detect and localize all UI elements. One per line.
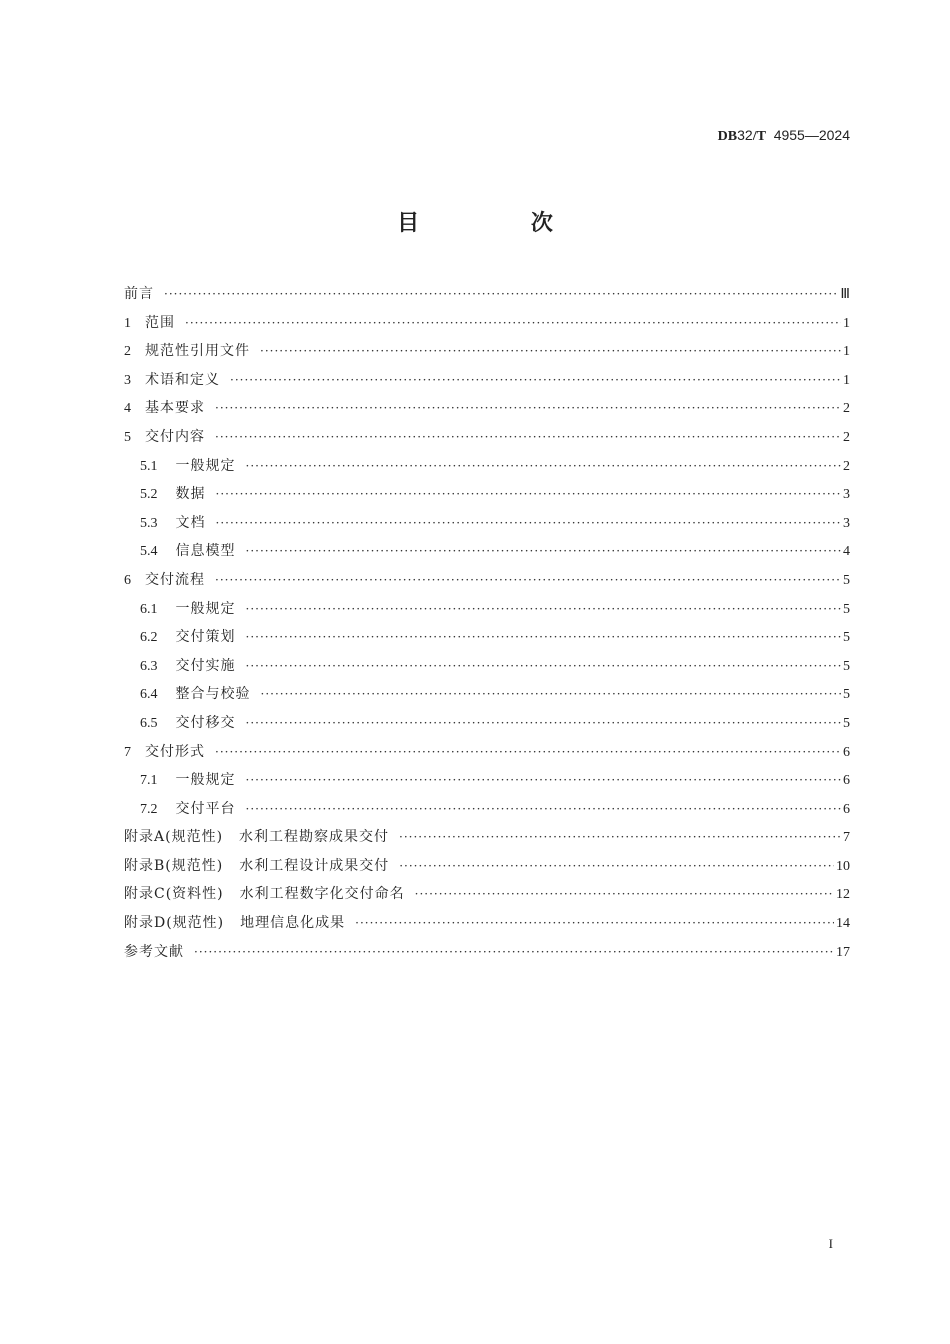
toc-leader-dots (246, 716, 842, 730)
toc-entry-label: 术语和定义 (145, 371, 220, 388)
toc-entry-page: 3 (843, 515, 850, 531)
toc-entry-number: 6.3 (140, 658, 158, 674)
toc-entry-page: 14 (836, 916, 850, 932)
toc-entry-number: 5 (124, 429, 131, 445)
toc-entry[interactable] (124, 626, 850, 655)
toc-entry-number: 7 (124, 744, 131, 760)
toc-entry-number: 5.3 (140, 515, 158, 531)
toc-entry-page: 12 (836, 887, 850, 903)
toc-entry-number: 1 (124, 315, 131, 331)
toc-entry-page: 4 (843, 544, 850, 560)
toc-title: 目 次 (397, 211, 605, 236)
toc-entry[interactable] (124, 683, 850, 712)
toc-entry-page: 6 (843, 801, 850, 817)
toc-leader-dots (246, 602, 842, 616)
toc-entry-label: 附录D(规范性) (124, 915, 225, 932)
toc-entry[interactable] (124, 741, 850, 770)
toc-entry-label: 一般规定 (175, 600, 236, 617)
toc-leader-dots (164, 287, 838, 301)
toc-entry-page: 2 (843, 458, 850, 474)
toc-entry-label: 交付形式 (145, 743, 205, 760)
toc-leader-dots (260, 344, 841, 358)
toc-entry-number: 6 (124, 572, 131, 588)
standard-code (718, 127, 850, 145)
toc-leader-dots (230, 373, 841, 387)
toc-leader-dots (185, 316, 841, 330)
toc-entry-label: 参考文献 (124, 943, 184, 960)
toc-leader-dots (399, 859, 834, 873)
toc-entry[interactable] (124, 712, 850, 741)
toc-entry[interactable] (124, 826, 850, 855)
toc-entry-page: 7 (843, 830, 850, 846)
toc-entry[interactable] (124, 598, 850, 627)
toc-entry[interactable] (124, 798, 850, 827)
toc-leader-dots (355, 916, 834, 930)
toc-entry-number: 5.1 (140, 458, 158, 474)
toc-entry-number: 6.1 (140, 601, 158, 617)
toc-entry-appendix-title: 水利工程设计成果交付 (239, 857, 390, 874)
toc-entry-page: 5 (843, 630, 850, 646)
toc-entry[interactable] (124, 397, 850, 426)
footer-page-number: I (828, 1236, 833, 1251)
toc-entry-page: 5 (843, 687, 850, 703)
toc-leader-dots (216, 516, 842, 530)
toc-entry-page: 5 (843, 715, 850, 731)
toc-entry[interactable] (124, 855, 850, 884)
toc-entry-label: 交付内容 (145, 428, 205, 445)
toc-leader-dots (215, 573, 841, 587)
toc-entry[interactable] (124, 655, 850, 684)
toc-entry[interactable] (124, 340, 850, 369)
toc-entry-label: 一般规定 (175, 457, 236, 474)
toc-entry-label: 附录A(规范性) (124, 829, 224, 846)
toc-entry-page: Ⅲ (840, 287, 850, 302)
toc-entry-label: 交付策划 (175, 629, 236, 646)
toc-entry-appendix-title: 水利工程勘察成果交付 (239, 829, 390, 846)
standard-code-rest: 4955—2024 (773, 127, 850, 143)
toc-entry[interactable] (124, 941, 850, 970)
toc-entry-label: 信息模型 (175, 543, 236, 560)
toc-leader-dots (215, 430, 841, 444)
toc-entry-number: 3 (124, 372, 131, 388)
toc-entry-number: 6.2 (140, 630, 158, 646)
toc-entry-page: 5 (843, 601, 850, 617)
toc-leader-dots (216, 487, 842, 501)
toc-entry-page: 6 (843, 744, 850, 760)
toc-entry-number: 6.5 (140, 715, 158, 731)
toc-entry-page: 5 (843, 572, 850, 588)
toc-leader-dots (215, 401, 841, 415)
toc-entry[interactable] (124, 540, 850, 569)
standard-code-suffix: /T (752, 129, 766, 144)
toc-entry-appendix-title: 水利工程数字化交付命名 (239, 886, 405, 903)
toc-entry-label: 交付流程 (145, 571, 205, 588)
toc-entry-page: 5 (843, 658, 850, 674)
toc-entry-page: 6 (843, 773, 850, 789)
toc-leader-dots (246, 630, 842, 644)
toc-entry[interactable] (124, 769, 850, 798)
toc-entry-label: 附录B(规范性) (124, 857, 224, 874)
toc-entry[interactable] (124, 283, 850, 312)
toc-leader-dots (246, 544, 842, 558)
toc-entry[interactable] (124, 512, 850, 541)
toc-leader-dots (261, 687, 842, 701)
toc-entry-label: 文档 (175, 514, 206, 531)
toc-entry-label: 前言 (124, 286, 154, 302)
toc-entry-page: 1 (843, 315, 850, 331)
standard-code-prefix: DB (717, 129, 738, 144)
toc-entry[interactable] (124, 369, 850, 398)
toc-entry-label: 规范性引用文件 (145, 343, 250, 360)
toc-entry-page: 2 (843, 401, 850, 417)
toc-entry-page: 17 (836, 944, 850, 960)
toc-leader-dots (246, 459, 842, 473)
toc-entry[interactable] (124, 569, 850, 598)
toc-entry-number: 5.4 (140, 544, 158, 560)
toc-entry[interactable] (124, 883, 850, 912)
toc-entry-page: 1 (843, 344, 850, 360)
standard-code-number: 32 (737, 127, 753, 143)
toc-entry-appendix-title: 地理信息化成果 (240, 915, 346, 932)
toc-entry-label: 附录C(资料性) (124, 886, 224, 903)
toc-leader-dots (194, 945, 834, 959)
toc-leader-dots (415, 887, 834, 901)
table-of-contents (124, 283, 850, 969)
toc-entry-page: 2 (843, 429, 850, 445)
toc-entry[interactable] (124, 483, 850, 512)
toc-entry[interactable] (124, 912, 850, 941)
toc-entry-label: 数据 (175, 486, 206, 503)
toc-entry[interactable] (124, 312, 850, 341)
toc-entry-label: 整合与校验 (175, 686, 251, 703)
toc-entry-label: 交付移交 (175, 714, 236, 731)
toc-leader-dots (246, 773, 842, 787)
toc-entry-number: 7.1 (140, 773, 158, 789)
toc-entry-label: 一般规定 (175, 772, 236, 789)
toc-entry-number: 5.2 (140, 487, 158, 503)
toc-leader-dots (246, 802, 842, 816)
toc-entry-number: 2 (124, 344, 131, 360)
toc-leader-dots (246, 659, 842, 673)
toc-entry-page: 10 (836, 858, 850, 874)
toc-entry-page: 3 (843, 487, 850, 503)
toc-entry-number: 6.4 (140, 687, 158, 703)
toc-entry[interactable] (124, 426, 850, 455)
toc-leader-dots (215, 745, 841, 759)
toc-entry-label: 交付实施 (175, 657, 236, 674)
toc-entry-label: 范围 (145, 314, 175, 331)
toc-entry-number: 7.2 (140, 801, 158, 817)
toc-entry-number: 4 (124, 401, 131, 417)
toc-entry[interactable] (124, 455, 850, 484)
toc-entry-label: 交付平台 (175, 800, 236, 817)
toc-entry-page: 1 (843, 372, 850, 388)
toc-leader-dots (399, 830, 841, 844)
toc-entry-label: 基本要求 (145, 400, 205, 417)
